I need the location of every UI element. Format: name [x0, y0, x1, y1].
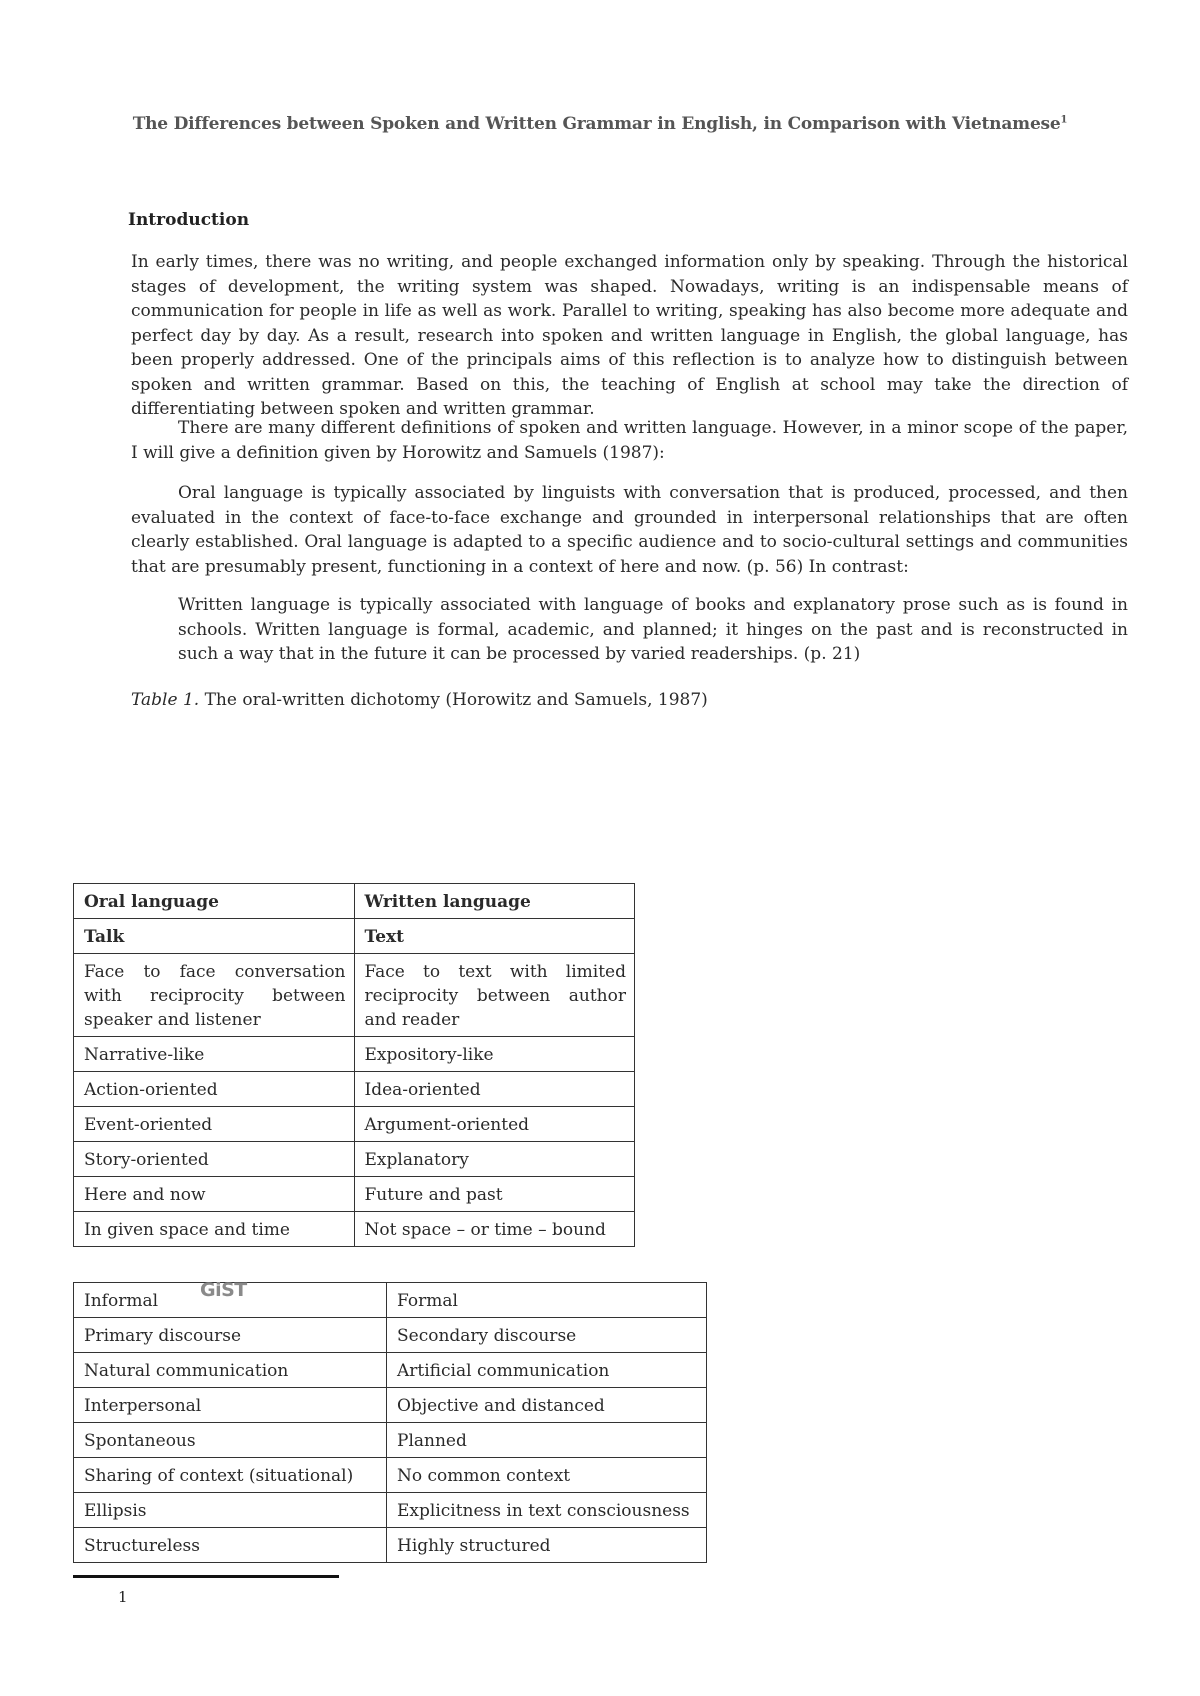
table-row: [74, 919, 635, 954]
table-caption: [131, 690, 708, 710]
table-row: [74, 1142, 635, 1177]
quote-written-language: Written language is typically associated with language of books and explanatory prose such as is found in schools. Written language is formal, academic, and planned; it hinges on the past and is reconstructed in such a way that in the future it can be processed by varied readerships. (p. 21): [178, 595, 1128, 664]
table-cell: Artificial communication: [387, 1353, 707, 1388]
table-row: [74, 1318, 707, 1353]
table-cell: Informal: [74, 1283, 387, 1318]
table-cell: Action-oriented: [74, 1072, 355, 1107]
table-cell: Explanatory: [354, 1142, 635, 1177]
table-cell: Narrative-like: [74, 1037, 355, 1072]
table-row: [74, 1528, 707, 1563]
table-cell: Interpersonal: [74, 1388, 387, 1423]
table-cell: Written language: [354, 884, 635, 919]
section-heading-introduction: Introduction: [128, 210, 250, 230]
table-cell: Structureless: [74, 1528, 387, 1563]
table-cell: Explicitness in text consciousness: [387, 1493, 707, 1528]
footnote-number: 1: [118, 1588, 128, 1606]
table-cell: Story-oriented: [74, 1142, 355, 1177]
table-row: [74, 1423, 707, 1458]
table-row: [74, 1493, 707, 1528]
table-row: [74, 884, 635, 919]
table-cell: Sharing of context (situational): [74, 1458, 387, 1493]
table-cell: Face to text with limited reciprocity between author and reader: [354, 954, 635, 1037]
table-cell: Text: [354, 919, 635, 954]
table-row: [74, 1107, 635, 1142]
table-row: [74, 954, 635, 1037]
table-cell: In given space and time: [74, 1212, 355, 1247]
table-cell: Highly structured: [387, 1528, 707, 1563]
table-caption-label: Table 1.: [131, 690, 200, 710]
table-cell: Spontaneous: [74, 1423, 387, 1458]
table-cell: No common context: [387, 1458, 707, 1493]
table-cell: Expository-like: [354, 1037, 635, 1072]
table-cell: Face to face conversation with reciprocity between speaker and listener: [74, 954, 355, 1037]
footnote-reference: 1: [1060, 114, 1068, 126]
paragraph-definitions: There are many different definitions of spoken and written language. However, in a minor scope of the paper, I will give a definition given by Horowitz and Samuels (1987):: [131, 418, 1128, 463]
table-row: [74, 1458, 707, 1493]
table-row: [74, 1037, 635, 1072]
table-cell: Formal: [387, 1283, 707, 1318]
table-cell: Objective and distanced: [387, 1388, 707, 1423]
oral-written-table-part2: [73, 1282, 707, 1563]
footnote-separator: [73, 1575, 339, 1578]
document-title: The Differences between Spoken and Written Grammar in English, in Comparison with Vietnamese$^1$: [132, 114, 1068, 134]
table-row: [74, 1212, 635, 1247]
table-cell: Planned: [387, 1423, 707, 1458]
table-cell: Talk: [74, 919, 355, 954]
table-cell: Ellipsis: [74, 1493, 387, 1528]
oral-written-table-part1: [73, 883, 635, 1247]
table-row: [74, 1177, 635, 1212]
table-cell: Idea-oriented: [354, 1072, 635, 1107]
table-cell: Oral language: [74, 884, 355, 919]
table-caption-text: The oral-written dichotomy (Horowitz and Samuels, 1987): [199, 690, 708, 710]
quote-oral-language: Oral language is typically associated by linguists with conversation that is produced, processed, and then evaluated in the context of face-to-face exchange and grounded in interpersonal relationships that are often clearly established. Oral language is adapted to a specific audience and to socio-cultural settings and communities that are presumably present, functioning in a context of here and now. (p. 56) In contrast:: [131, 483, 1128, 577]
table-cell: Here and now: [74, 1177, 355, 1212]
paragraph-introduction: In early times, there was no writing, and people exchanged information only by speaking. Through the historical stages of development, the writing system was shaped. Nowadays, writing is an indispensable means of communication for people in life as well as work. Parallel to writing, speaking has also become more adequate and perfect day by day. As a result, research into spoken and written language in English, the global language, has been properly addressed. One of the principals aims of this reflection is to analyze how to distinguish between spoken and written grammar. Based on this, the teaching of English at school may take the direction of differentiating between spoken and written grammar.: [131, 252, 1128, 419]
table-row: [74, 1388, 707, 1423]
table-row: [74, 1283, 707, 1318]
table-cell: Primary discourse: [74, 1318, 387, 1353]
table-row: [74, 1353, 707, 1388]
table-cell: Natural communication: [74, 1353, 387, 1388]
table-cell: Future and past: [354, 1177, 635, 1212]
table-cell: Event-oriented: [74, 1107, 355, 1142]
table-cell: Not space – or time – bound: [354, 1212, 635, 1247]
table-row: [74, 1072, 635, 1107]
gist-watermark-logo: GiST: [200, 1279, 247, 1301]
table-cell: Secondary discourse: [387, 1318, 707, 1353]
table-cell: Argument-oriented: [354, 1107, 635, 1142]
